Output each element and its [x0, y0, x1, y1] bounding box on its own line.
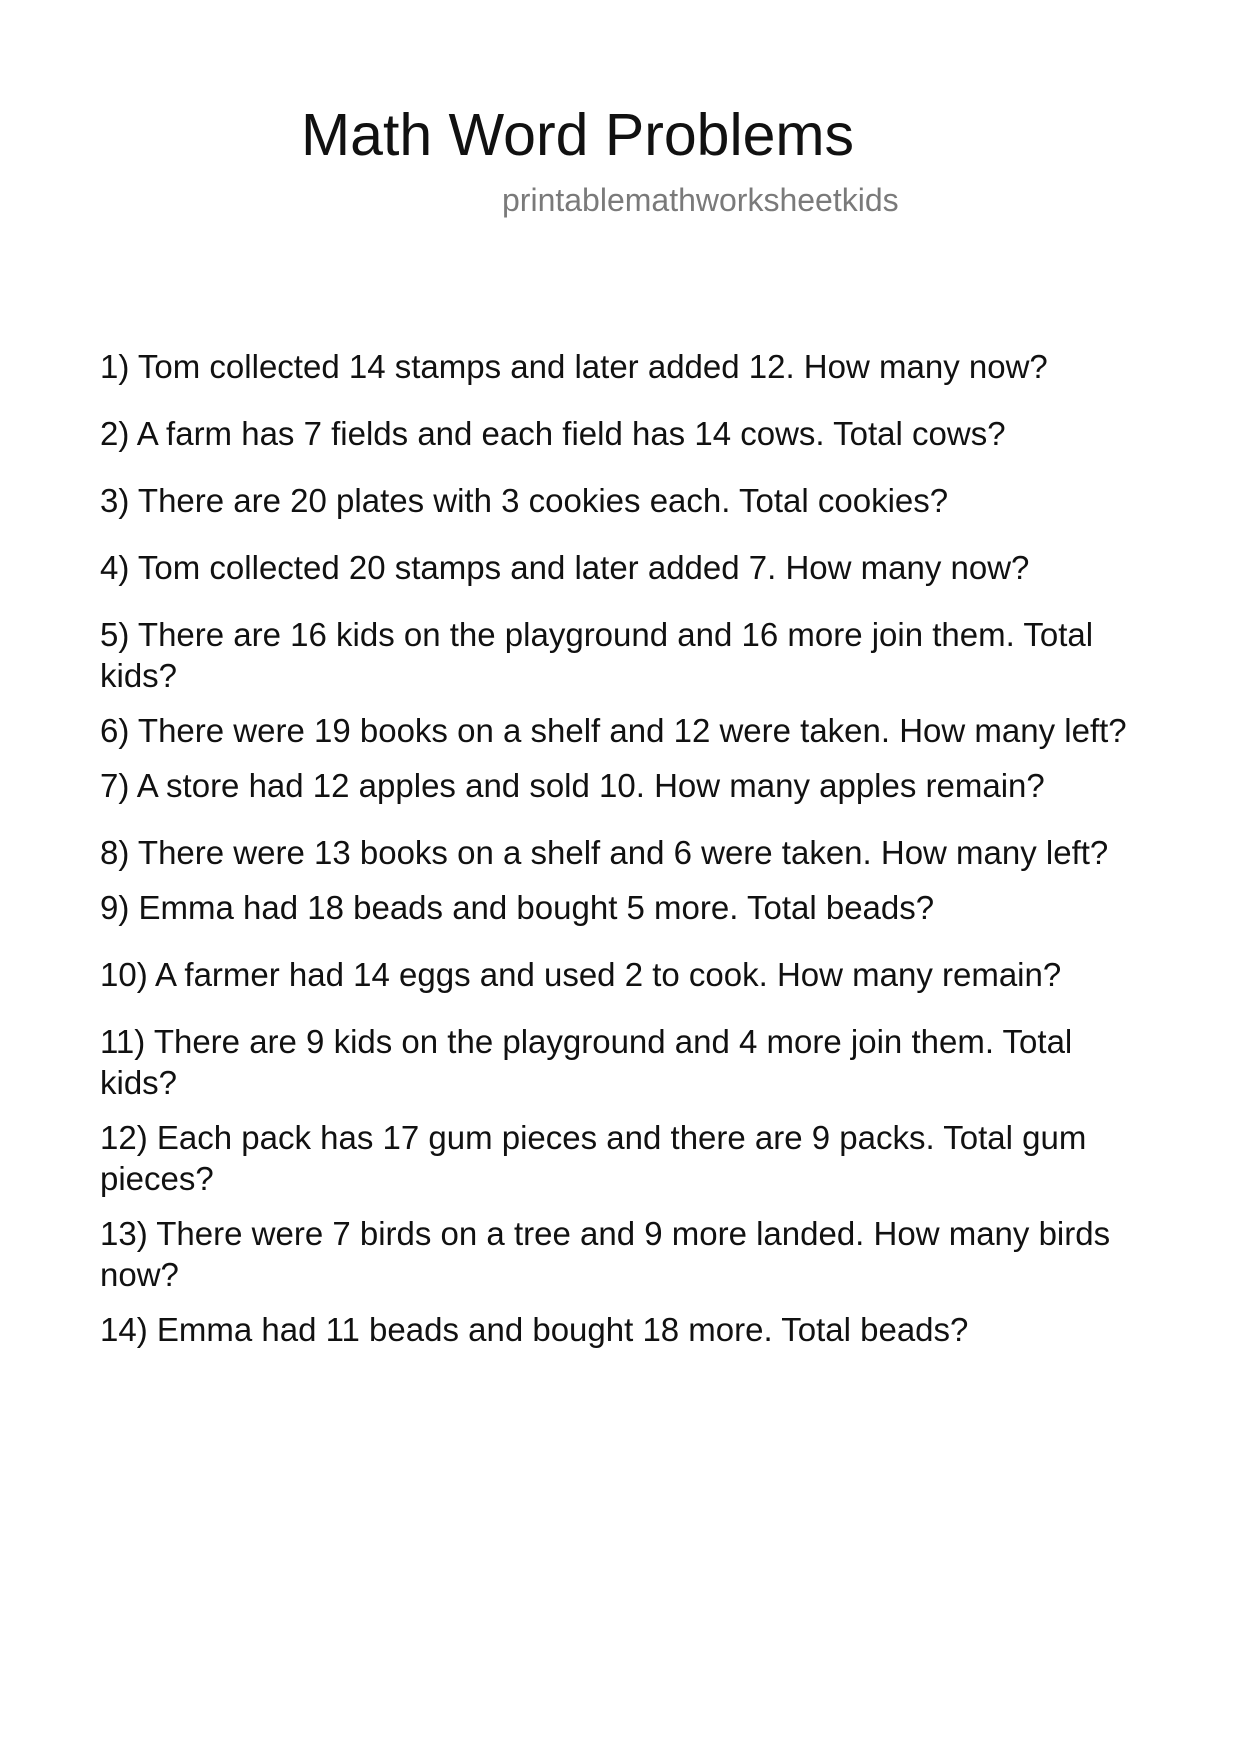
problem-list — [100, 346, 1150, 1376]
problem-item-12: 12) Each pack has 17 gum pieces and there are 9 packs. Total gum pieces? — [100, 1119, 1087, 1197]
problem-item-4: 4) Tom collected 20 stamps and later added 7. How many now? — [100, 549, 1030, 586]
problem-item-7: 7) A store had 12 apples and sold 10. How many apples remain? — [100, 767, 1045, 804]
problem-item-10: 10) A farmer had 14 eggs and used 2 to cook. How many remain? — [100, 956, 1062, 993]
problem-item-5: 5) There are 16 kids on the playground and 16 more join them. Total kids? — [100, 616, 1094, 694]
problem-item-9: 9) Emma had 18 beads and bought 5 more. Total beads? — [100, 889, 935, 926]
page-title: Math Word Problems — [301, 102, 855, 168]
problem-item-3: 3) There are 20 plates with 3 cookies each. Total cookies? — [100, 482, 949, 519]
problem-item-13: 13) There were 7 birds on a tree and 9 more landed. How many birds now? — [100, 1215, 1111, 1293]
problem-item-14: 14) Emma had 11 beads and bought 18 more. Total beads? — [100, 1311, 969, 1348]
problem-item-2: 2) A farm has 7 fields and each field has 14 cows. Total cows? — [100, 415, 1006, 452]
problem-item-8: 8) There were 13 books on a shelf and 6 were taken. How many left? — [100, 834, 1109, 871]
page-subtitle: printablemathworksheetkids — [502, 182, 899, 218]
problem-item-6: 6) There were 19 books on a shelf and 12 were taken. How many left? — [100, 712, 1127, 749]
problem-item-1: 1) Tom collected 14 stamps and later added 12. How many now? — [100, 348, 1048, 385]
problem-item-11: 11) There are 9 kids on the playground and 4 more join them. Total kids? — [100, 1023, 1073, 1101]
